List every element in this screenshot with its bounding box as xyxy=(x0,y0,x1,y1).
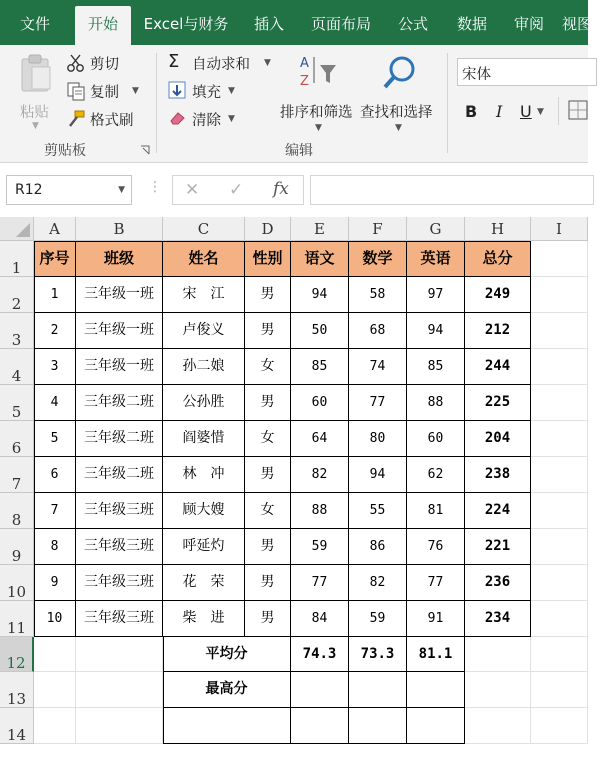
table-data-cell[interactable]: 84 xyxy=(291,601,349,637)
table-data-cell[interactable]: 60 xyxy=(407,421,465,457)
chevron-down-icon: ▼ xyxy=(228,114,235,124)
table-data-cell[interactable]: 55 xyxy=(349,493,407,529)
name-box-value: R12 xyxy=(15,182,43,198)
italic-button[interactable]: I xyxy=(496,102,503,121)
sort-filter-button[interactable] xyxy=(278,51,358,135)
table-data-cell[interactable]: 三年级二班 xyxy=(76,385,163,421)
fill-label: 填充 xyxy=(192,85,221,101)
table-data-cell[interactable]: 225 xyxy=(465,385,531,421)
table-data-cell[interactable]: 9 xyxy=(34,565,76,601)
table-data-cell[interactable]: 男 xyxy=(245,457,291,493)
average-value-cell[interactable]: 81.1 xyxy=(407,637,465,672)
table-header-cell[interactable]: 数学 xyxy=(349,241,407,277)
table-data-cell[interactable]: 男 xyxy=(245,385,291,421)
table-data-cell[interactable]: 85 xyxy=(407,349,465,385)
table-data-cell[interactable]: 76 xyxy=(407,529,465,565)
cell[interactable] xyxy=(531,421,588,457)
table-data-cell[interactable]: 林 冲 xyxy=(163,457,245,493)
table-data-cell[interactable]: 女 xyxy=(245,349,291,385)
table-data-cell[interactable]: 柴 进 xyxy=(163,601,245,637)
chevron-down-icon: ▼ xyxy=(228,86,235,96)
cut-label: 剪切 xyxy=(90,57,119,73)
sort-filter-icon xyxy=(298,53,338,93)
formula-buttons xyxy=(172,175,304,205)
cell[interactable] xyxy=(76,637,163,672)
table-data-cell[interactable]: 三年级三班 xyxy=(76,529,163,565)
table-data-cell[interactable]: 孙二娘 xyxy=(163,349,245,385)
table-data-cell[interactable]: 公孙胜 xyxy=(163,385,245,421)
table-data-cell[interactable]: 224 xyxy=(465,493,531,529)
table-header-cell[interactable]: 总分 xyxy=(465,241,531,277)
table-data-cell[interactable]: 三年级二班 xyxy=(76,421,163,457)
table-data-cell[interactable]: 85 xyxy=(291,349,349,385)
table-data-cell[interactable]: 88 xyxy=(407,385,465,421)
table-data-cell[interactable]: 男 xyxy=(245,565,291,601)
row-header[interactable]: 6 xyxy=(0,421,34,457)
table-data-cell[interactable]: 8 xyxy=(34,529,76,565)
cell[interactable] xyxy=(531,601,588,637)
fill-button[interactable] xyxy=(166,79,266,103)
table-border xyxy=(34,241,531,242)
clipboard-icon xyxy=(18,53,54,93)
table-data-cell[interactable]: 男 xyxy=(245,313,291,349)
tab-excel-finance[interactable]: Excel与财务 xyxy=(143,15,229,33)
table-data-cell[interactable]: 三年级三班 xyxy=(76,565,163,601)
table-data-cell[interactable]: 58 xyxy=(349,277,407,313)
table-data-cell[interactable]: 女 xyxy=(245,421,291,457)
chevron-down-icon: ▼ xyxy=(395,123,402,133)
copy-button[interactable] xyxy=(64,79,154,103)
summary-empty-cell[interactable] xyxy=(349,708,407,744)
column-header[interactable]: I xyxy=(531,217,588,241)
enter-icon[interactable]: ✓ xyxy=(229,180,244,200)
cell[interactable] xyxy=(531,457,588,493)
average-value-cell[interactable]: 74.3 xyxy=(291,637,349,672)
chevron-down-icon: ▼ xyxy=(32,121,39,131)
copy-label: 复制 xyxy=(90,85,119,101)
ribbon xyxy=(0,45,588,163)
tab-file[interactable]: 文件 xyxy=(19,15,50,33)
table-data-cell[interactable]: 59 xyxy=(349,601,407,637)
select-all-corner[interactable] xyxy=(0,217,34,241)
table-data-cell[interactable]: 64 xyxy=(291,421,349,457)
table-data-cell[interactable]: 59 xyxy=(291,529,349,565)
table-data-cell[interactable]: 1 xyxy=(34,277,76,313)
cell[interactable] xyxy=(531,277,588,313)
tab-page-layout[interactable]: 页面布局 xyxy=(310,15,371,33)
cell[interactable] xyxy=(531,241,588,277)
table-data-cell[interactable]: 50 xyxy=(291,313,349,349)
magnifier-icon xyxy=(380,53,420,93)
table-header-cell[interactable]: 姓名 xyxy=(163,241,245,277)
max-value-cell[interactable] xyxy=(349,672,407,708)
row-header[interactable]: 9 xyxy=(0,529,34,565)
tab-insert[interactable]: 插入 xyxy=(253,15,284,33)
formula-input[interactable] xyxy=(310,175,594,205)
summary-empty-cell[interactable] xyxy=(291,708,349,744)
table-data-cell[interactable]: 94 xyxy=(349,457,407,493)
table-data-cell[interactable]: 宋 江 xyxy=(163,277,245,313)
cell[interactable] xyxy=(76,672,163,708)
table-border xyxy=(163,637,164,744)
table-data-cell[interactable]: 221 xyxy=(465,529,531,565)
fill-down-icon xyxy=(168,81,186,99)
column-header[interactable]: F xyxy=(349,217,407,241)
bold-button[interactable]: B xyxy=(465,102,478,121)
corner-triangle-icon xyxy=(0,217,34,241)
font-name-select[interactable] xyxy=(457,58,597,86)
row-header[interactable]: 2 xyxy=(0,277,34,313)
find-select-button[interactable] xyxy=(360,51,440,135)
chevron-down-icon: ▼ xyxy=(264,58,271,68)
tab-review[interactable]: 审阅 xyxy=(513,15,544,33)
cell[interactable] xyxy=(531,708,588,744)
formula-bar xyxy=(0,163,588,217)
max-label-cell[interactable]: 最高分 xyxy=(163,672,291,708)
table-data-cell[interactable]: 6 xyxy=(34,457,76,493)
drag-handle-icon[interactable]: ⋮ xyxy=(148,179,162,195)
ribbon-tab-bar xyxy=(0,0,593,45)
tab-data[interactable]: 数据 xyxy=(456,15,487,33)
table-data-cell[interactable]: 77 xyxy=(349,385,407,421)
column-header[interactable]: B xyxy=(76,217,163,241)
svg-text:A: A xyxy=(300,56,309,71)
row-header[interactable]: 13 xyxy=(0,672,34,708)
table-data-cell[interactable]: 阎婆惜 xyxy=(163,421,245,457)
cell[interactable] xyxy=(76,708,163,744)
row-header[interactable]: 3 xyxy=(0,313,34,349)
table-data-cell[interactable]: 77 xyxy=(291,565,349,601)
clear-button[interactable] xyxy=(166,107,266,131)
autosum-label: 自动求和 xyxy=(192,57,250,73)
paste-label: 粘贴 xyxy=(20,105,49,121)
table-data-cell[interactable]: 238 xyxy=(465,457,531,493)
column-header[interactable]: G xyxy=(407,217,465,241)
cell[interactable] xyxy=(465,708,531,744)
cell[interactable] xyxy=(465,672,531,708)
table-data-cell[interactable]: 7 xyxy=(34,493,76,529)
table-data-cell[interactable]: 卢俊义 xyxy=(163,313,245,349)
max-value-cell[interactable] xyxy=(291,672,349,708)
table-header-cell[interactable]: 序号 xyxy=(34,241,76,277)
sigma-icon: Σ xyxy=(168,51,180,72)
scissors-icon xyxy=(66,53,86,73)
borders-icon[interactable] xyxy=(568,100,588,120)
column-header[interactable]: C xyxy=(163,217,245,241)
average-value-cell[interactable]: 73.3 xyxy=(349,637,407,672)
cancel-icon[interactable]: ✕ xyxy=(185,180,200,200)
table-data-cell[interactable]: 三年级二班 xyxy=(76,457,163,493)
table-data-cell[interactable]: 60 xyxy=(291,385,349,421)
cell[interactable] xyxy=(531,529,588,565)
format-painter-button[interactable] xyxy=(64,107,154,131)
table-data-cell[interactable]: 91 xyxy=(407,601,465,637)
underline-button[interactable]: U ▼ xyxy=(520,102,544,121)
paste-button[interactable] xyxy=(14,51,58,129)
cell[interactable] xyxy=(531,565,588,601)
table-data-cell[interactable]: 80 xyxy=(349,421,407,457)
clear-label: 清除 xyxy=(192,113,221,129)
table-data-cell[interactable]: 68 xyxy=(349,313,407,349)
cell[interactable] xyxy=(531,349,588,385)
summary-empty-cell[interactable] xyxy=(407,708,465,744)
dialog-launcher-icon[interactable] xyxy=(140,145,150,155)
table-data-cell[interactable]: 204 xyxy=(465,421,531,457)
column-header[interactable]: A xyxy=(34,217,76,241)
table-data-cell[interactable]: 三年级一班 xyxy=(76,313,163,349)
table-data-cell[interactable]: 97 xyxy=(407,277,465,313)
table-data-cell[interactable]: 94 xyxy=(407,313,465,349)
table-data-cell[interactable]: 236 xyxy=(465,565,531,601)
table-data-cell[interactable]: 4 xyxy=(34,385,76,421)
cell[interactable] xyxy=(34,708,76,744)
chevron-down-icon: ▼ xyxy=(132,86,139,96)
table-data-cell[interactable]: 62 xyxy=(407,457,465,493)
table-data-cell[interactable]: 三年级三班 xyxy=(76,601,163,637)
find-select-label: 查找和选择 xyxy=(360,105,433,121)
cell[interactable] xyxy=(531,672,588,708)
paintbrush-icon xyxy=(66,109,86,129)
table-data-cell[interactable]: 3 xyxy=(34,349,76,385)
tab-view[interactable]: 视图 xyxy=(562,15,593,33)
table-data-cell[interactable]: 86 xyxy=(349,529,407,565)
table-header-cell[interactable]: 语文 xyxy=(291,241,349,277)
svg-text:Z: Z xyxy=(300,74,309,89)
column-header[interactable]: E xyxy=(291,217,349,241)
table-data-cell[interactable]: 呼延灼 xyxy=(163,529,245,565)
worksheet-grid[interactable] xyxy=(0,217,588,772)
cell[interactable] xyxy=(531,385,588,421)
font-name-value: 宋体 xyxy=(462,67,491,83)
row-header[interactable]: 10 xyxy=(0,565,34,601)
table-data-cell[interactable]: 77 xyxy=(407,565,465,601)
table-data-cell[interactable]: 249 xyxy=(465,277,531,313)
copy-icon xyxy=(66,81,86,101)
table-data-cell[interactable]: 10 xyxy=(34,601,76,637)
table-header-cell[interactable]: 英语 xyxy=(407,241,465,277)
table-data-cell[interactable]: 三年级一班 xyxy=(76,349,163,385)
row-header[interactable]: 11 xyxy=(0,601,34,637)
table-data-cell[interactable]: 5 xyxy=(34,421,76,457)
table-data-cell[interactable]: 212 xyxy=(465,313,531,349)
table-data-cell[interactable]: 女 xyxy=(245,493,291,529)
average-label-cell[interactable]: 平均分 xyxy=(163,637,291,672)
table-data-cell[interactable]: 94 xyxy=(291,277,349,313)
table-header-cell[interactable]: 班级 xyxy=(76,241,163,277)
table-data-cell[interactable]: 82 xyxy=(291,457,349,493)
group-divider xyxy=(156,53,157,153)
format-painter-label: 格式刷 xyxy=(90,113,134,129)
table-data-cell[interactable]: 81 xyxy=(407,493,465,529)
max-value-cell[interactable] xyxy=(407,672,465,708)
row-header[interactable]: 14 xyxy=(0,708,34,744)
table-data-cell[interactable]: 82 xyxy=(349,565,407,601)
table-data-cell[interactable]: 三年级一班 xyxy=(76,277,163,313)
table-data-cell[interactable]: 88 xyxy=(291,493,349,529)
cell[interactable] xyxy=(34,637,76,672)
group-divider xyxy=(558,97,559,125)
table-data-cell[interactable]: 顾大嫂 xyxy=(163,493,245,529)
sort-filter-label: 排序和筛选 xyxy=(280,105,353,121)
table-data-cell[interactable]: 花 荣 xyxy=(163,565,245,601)
group-divider xyxy=(447,53,448,153)
table-header-cell[interactable]: 性别 xyxy=(245,241,291,277)
cell[interactable] xyxy=(531,493,588,529)
cell[interactable] xyxy=(34,672,76,708)
column-header[interactable]: D xyxy=(245,217,291,241)
row-header[interactable]: 4 xyxy=(0,349,34,385)
table-data-cell[interactable]: 2 xyxy=(34,313,76,349)
summary-empty-cell[interactable] xyxy=(163,708,291,744)
eraser-icon xyxy=(168,110,186,126)
table-data-cell[interactable]: 234 xyxy=(465,601,531,637)
chevron-down-icon: ▼ xyxy=(315,123,322,133)
chevron-down-icon: ▼ xyxy=(537,107,544,117)
cell[interactable] xyxy=(465,637,531,672)
tab-formulas[interactable]: 公式 xyxy=(397,15,428,33)
row-header[interactable]: 5 xyxy=(0,385,34,421)
row-header[interactable]: 1 xyxy=(0,241,34,277)
insert-function-icon[interactable]: fx xyxy=(273,179,289,199)
name-box[interactable] xyxy=(6,175,132,205)
editing-group-label: 编辑 xyxy=(285,143,313,159)
row-header[interactable]: 12 xyxy=(0,637,34,672)
table-data-cell[interactable]: 男 xyxy=(245,601,291,637)
table-data-cell[interactable]: 男 xyxy=(245,529,291,565)
column-header[interactable]: H xyxy=(465,217,531,241)
cell[interactable] xyxy=(531,313,588,349)
table-data-cell[interactable]: 三年级三班 xyxy=(76,493,163,529)
table-border xyxy=(34,241,35,637)
cut-button[interactable] xyxy=(64,51,154,75)
clipboard-group-label: 剪贴板 xyxy=(44,143,86,159)
table-data-cell[interactable]: 男 xyxy=(245,277,291,313)
autosum-button[interactable] xyxy=(166,51,278,75)
cell[interactable] xyxy=(531,637,588,672)
table-data-cell[interactable]: 74 xyxy=(349,349,407,385)
tab-home[interactable]: 开始 xyxy=(75,6,131,45)
row-header[interactable]: 8 xyxy=(0,493,34,529)
row-header[interactable]: 7 xyxy=(0,457,34,493)
chevron-down-icon: ▼ xyxy=(118,185,125,195)
table-data-cell[interactable]: 244 xyxy=(465,349,531,385)
